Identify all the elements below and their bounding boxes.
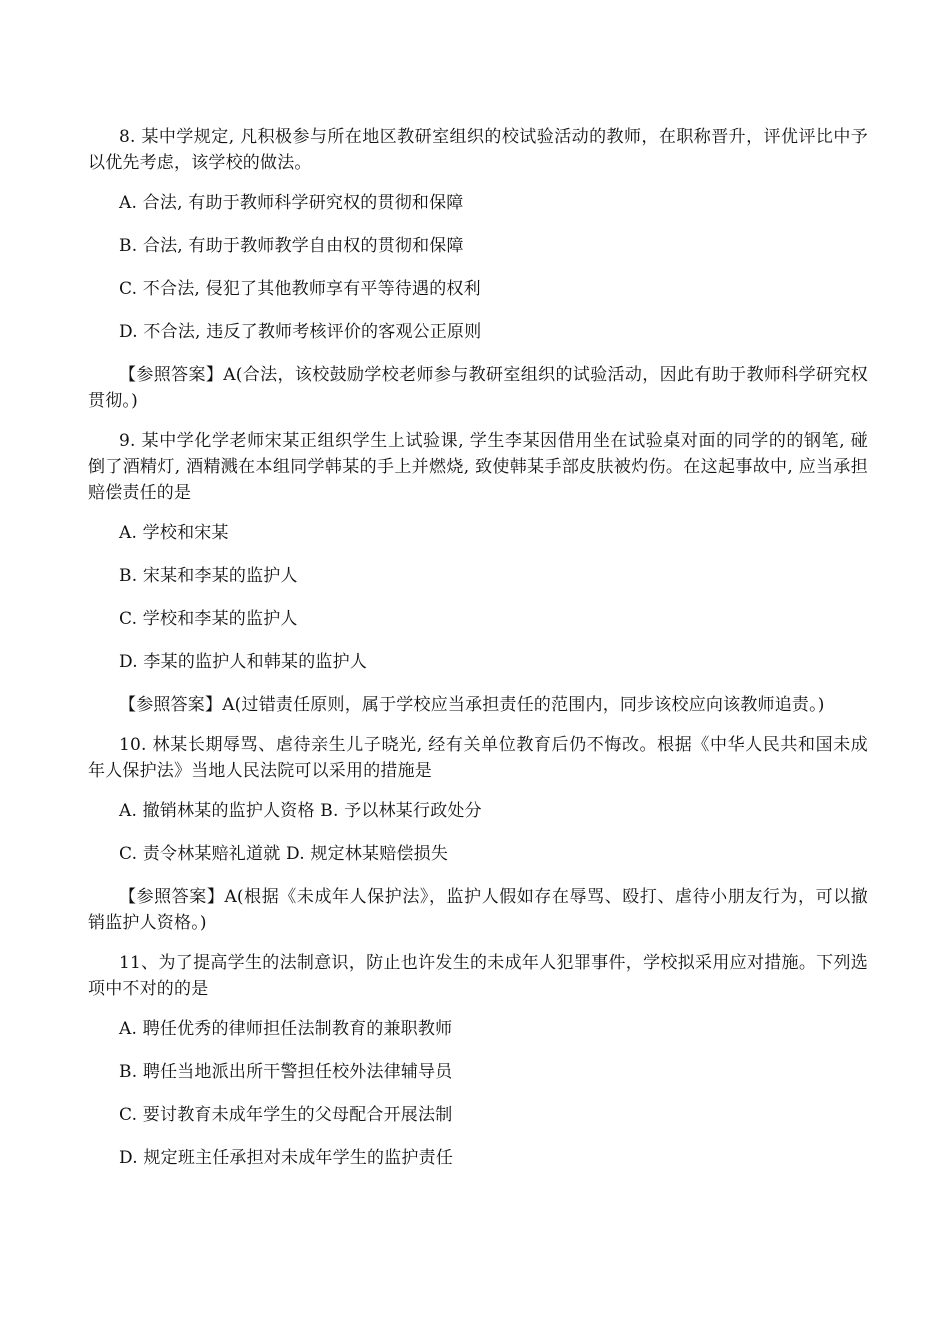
question-8-answer: 【参照答案】A(合法，该校鼓励学校老师参与教研室组织的试验活动，因此有助于教师科学研究权贯彻。): [88, 365, 868, 411]
question-9-option-b: B. 宋某和李某的监护人: [119, 566, 298, 586]
question-11-stem: 11、为了提高学生的法制意识，防止也许发生的未成年人犯罪事件，学校拟采用应对措施。下列选项中不对的的是: [88, 953, 868, 999]
question-11-option-b: B. 聘任当地派出所干警担任校外法律辅导员: [119, 1062, 453, 1082]
question-10-options-ab: A. 撤销林某的监护人资格 B. 予以林某行政处分: [119, 801, 482, 821]
question-11-option-a: A. 聘任优秀的律师担任法制教育的兼职教师: [119, 1019, 453, 1039]
question-9-option-a: A. 学校和宋某: [119, 523, 229, 543]
question-10-options-cd: C. 责令林某赔礼道就 D. 规定林某赔偿损失: [119, 844, 449, 864]
document-page: [88, 124, 868, 1188]
question-11-option-d: D. 规定班主任承担对未成年学生的监护责任: [119, 1148, 454, 1168]
question-8-option-c: C. 不合法, 侵犯了其他教师享有平等待遇的权利: [119, 279, 481, 299]
question-9-answer: 【参照答案】A(过错责任原则，属于学校应当承担责任的范围内，同步该校应向该教师追责。): [119, 695, 825, 715]
question-8-stem: 8. 某中学规定, 凡积极参与所在地区教研室组织的校试验活动的教师，在职称晋升，评优评比中予以优先考虑，该学校的做法。: [88, 127, 868, 173]
question-10-answer: 【参照答案】A(根据《未成年人保护法》，监护人假如存在辱骂、殴打、虐待小朋友行为，可以撤销监护人资格。): [88, 887, 868, 933]
question-8-option-a: A. 合法, 有助于教师科学研究权的贯彻和保障: [119, 193, 464, 213]
question-11-option-c: C. 要讨教育未成年学生的父母配合开展法制: [119, 1105, 453, 1125]
question-8-option-b: B. 合法, 有助于教师教学自由权的贯彻和保障: [119, 236, 464, 256]
question-10-stem: 10. 林某长期辱骂、虐待亲生儿子晓光, 经有关单位教育后仍不悔改。根据《中华人民共和国未成年人保护法》当地人民法院可以采用的措施是: [88, 735, 868, 781]
question-9-stem: 9. 某中学化学老师宋某正组织学生上试验课, 学生李某因借用坐在试验桌对面的同学的的钢笔, 碰倒了酒精灯, 酒精溅在本组同学韩某的手上并燃烧, 致使韩某手部皮肤被灼伤。在这起事故中, 应当承担赔偿责任的是: [88, 431, 868, 503]
question-9-option-d: D. 李某的监护人和韩某的监护人: [119, 652, 368, 672]
question-9-option-c: C. 学校和李某的监护人: [119, 609, 298, 629]
question-8-option-d: D. 不合法, 违反了教师考核评价的客观公正原则: [119, 322, 482, 342]
